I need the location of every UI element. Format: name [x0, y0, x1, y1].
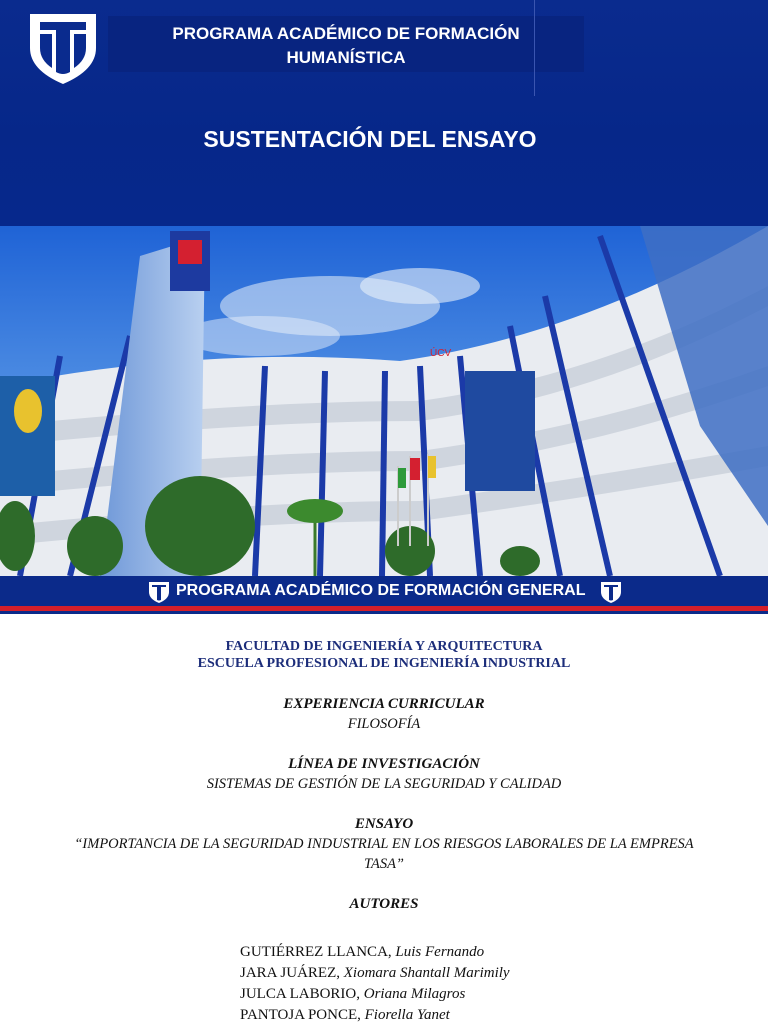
author-surname: JARA JUÁREZ, — [240, 965, 341, 981]
authors-label: AUTORES — [349, 896, 419, 912]
university-logo-icon — [26, 8, 100, 86]
author-given-name: Oriana Milagros — [363, 986, 466, 1002]
author-item — [240, 963, 510, 984]
author-item — [240, 942, 510, 963]
campus-building-photo — [0, 226, 768, 576]
university-logo-right-icon — [600, 580, 622, 604]
author-item — [240, 1005, 510, 1026]
author-given-name: Luis Fernando — [395, 944, 485, 960]
author-item — [240, 984, 510, 1005]
author-given-name: Xiomara Shantall Marimily — [343, 965, 510, 981]
program-title-line2: HUMANÍSTICA — [286, 48, 406, 67]
essay-title: “IMPORTANCIA DE LA SEGURIDAD INDUSTRIAL EN LOS RIESGOS LABORALES DE LA EMPRESA TASA” — [74, 836, 694, 872]
author-surname: GUTIÉRREZ LLANCA, — [240, 944, 392, 960]
curricular-value: FILOSOFÍA — [347, 716, 421, 732]
program-title-line1: PROGRAMA ACADÉMICO DE FORMACIÓN — [172, 24, 520, 43]
page-title: SUSTENTACIÓN DEL ENSAYO — [203, 126, 537, 152]
author-surname: PANTOJA PONCE, — [240, 1007, 361, 1023]
blue-divider — [0, 611, 768, 614]
author-surname: JULCA LABORIO, — [240, 986, 361, 1002]
program-title — [108, 22, 584, 70]
university-logo-left-icon — [148, 580, 170, 604]
authors-list — [240, 942, 510, 1026]
school-name: ESCUELA PROFESIONAL DE INGENIERÍA INDUSTRIAL — [197, 656, 571, 671]
author-given-name: Fiorella Yanet — [364, 1007, 450, 1023]
document-body — [0, 638, 768, 914]
faculty-name: FACULTAD DE INGENIERÍA Y ARQUITECTURA — [225, 639, 543, 654]
general-program-title: PROGRAMA ACADÉMICO DE FORMACIÓN GENERAL — [176, 582, 586, 599]
curricular-label: EXPERIENCIA CURRICULAR — [283, 696, 485, 712]
essay-label: ENSAYO — [354, 816, 414, 832]
campus-banner-text: ÚCV — [430, 348, 452, 359]
research-label: LÍNEA DE INVESTIGACIÓN — [288, 756, 480, 772]
research-value: SISTEMAS DE GESTIÓN DE LA SEGURIDAD Y CALIDAD — [206, 776, 562, 792]
